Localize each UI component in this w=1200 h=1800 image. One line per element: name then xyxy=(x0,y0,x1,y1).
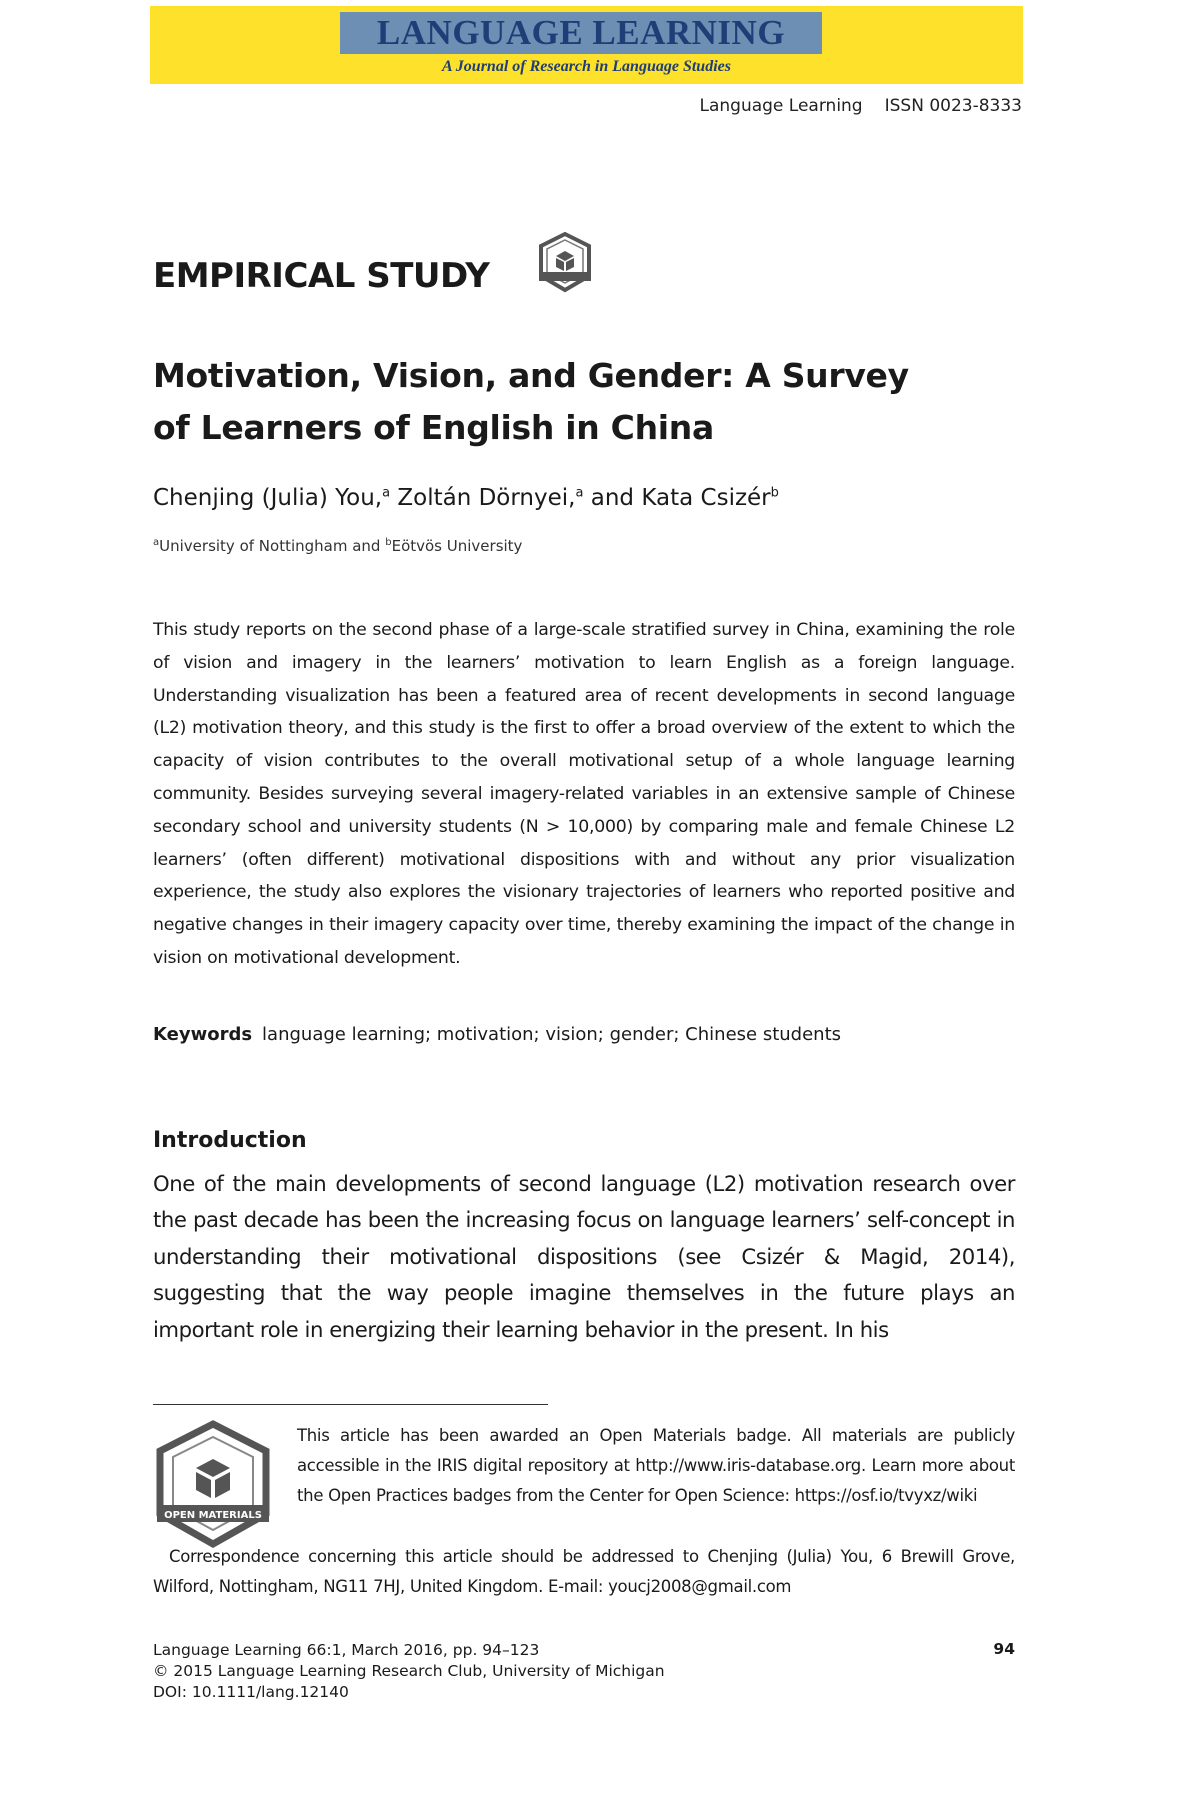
citation-block xyxy=(153,1640,1015,1703)
article-title-line-2: of Learners of English in China xyxy=(153,408,714,447)
article-title xyxy=(153,350,1033,454)
section-heading-introduction: Introduction xyxy=(153,1128,307,1153)
author-name: and Kata Csizér xyxy=(590,485,771,511)
affiliations xyxy=(153,537,522,555)
keywords xyxy=(153,1024,841,1045)
affiliation-marker: a xyxy=(153,537,160,548)
journal-name: Language Learning xyxy=(699,96,863,116)
introduction-paragraph: One of the main developments of second language (L2) motivation research over the past decade has been the increasing focus on language learners’ self-concept in understanding their motivational dispositions (see Csizér & Magid, 2014), suggesting that the way people imagine themselves in the future plays an important role in energizing their learning behavior in the present. In his xyxy=(153,1171,1015,1342)
affiliation-name: University of Nottingham and xyxy=(159,537,386,555)
journal-banner xyxy=(150,6,1023,84)
doi: DOI: 10.1111/lang.12140 xyxy=(153,1683,349,1701)
author-name: Zoltán Dörnyei, xyxy=(397,485,576,511)
badge-label: OPEN MATERIALS xyxy=(164,1510,262,1521)
keywords-label: Keywords xyxy=(153,1024,253,1045)
affiliation-name: Eötvös University xyxy=(391,537,523,555)
affiliation-marker: b xyxy=(770,485,779,501)
journal-issn-line xyxy=(700,96,1023,116)
article-title-line-1: Motivation, Vision, and Gender: A Survey xyxy=(153,356,909,395)
journal-banner-subtitle: A Journal of Research in Language Studies xyxy=(442,58,731,75)
issue-info: Language Learning 66:1, March 2016, pp. 94–123 xyxy=(153,1641,540,1659)
open-materials-badge-icon xyxy=(154,1420,272,1548)
abstract: This study reports on the second phase of a large-scale stratified survey in China, examining the role of vision and imagery in the learners’ motivation to learn English as a foreign language. Understanding visualization has been a featured area of recent developments in second language (L2) motivation theory, and this study is the first to offer a broad overview of the extent to which the capacity of vision contributes to the overall motivational setup of a whole language learning community. Besides surveying several imagery-related variables in an extensive sample of Chinese secondary school and university students (N > 10,000) by comparing male and female Chinese L2 learners’ (often different) motivational dispositions with and without any prior visualization experience, the study also explores the visionary trajectories of learners who reported positive and negative changes in their imagery capacity over time, thereby examining the impact of the change in vision on motivational development. xyxy=(153,620,1015,968)
copyright-notice: © 2015 Language Learning Research Club, University of Michigan xyxy=(153,1662,665,1680)
affiliation-marker: b xyxy=(385,537,392,548)
open-materials-badge-icon xyxy=(537,232,593,294)
affiliation-marker: a xyxy=(575,485,584,501)
badge-footnote: This article has been awarded an Open Materials badge. All materials are publicly accessible in the IRIS digital repository at http://www.iris-database.org. Learn more about the Open Practices badges from the Center for Open Science: https://osf.io/tvyxz/wiki xyxy=(297,1426,1015,1505)
issn: ISSN 0023-8333 xyxy=(884,96,1022,116)
author-name: Chenjing (Julia) You, xyxy=(153,485,383,511)
correspondence-footnote: Correspondence concerning this article should be addressed to Chenjing (Julia) You, 6 Brewill Grove, Wilford, Nottingham, NG11 7HJ, United Kingdom. E-mail: youcj2008@gmail.com xyxy=(153,1547,1015,1596)
footnote-divider xyxy=(153,1404,548,1405)
affiliation-marker: a xyxy=(382,485,391,501)
journal-banner-title: LANGUAGE LEARNING xyxy=(340,12,822,54)
page-number: 94 xyxy=(993,1640,1015,1658)
article-type: EMPIRICAL STUDY xyxy=(153,256,490,296)
author-list xyxy=(153,485,779,511)
keywords-list: language learning; motivation; vision; gender; Chinese students xyxy=(262,1024,841,1045)
